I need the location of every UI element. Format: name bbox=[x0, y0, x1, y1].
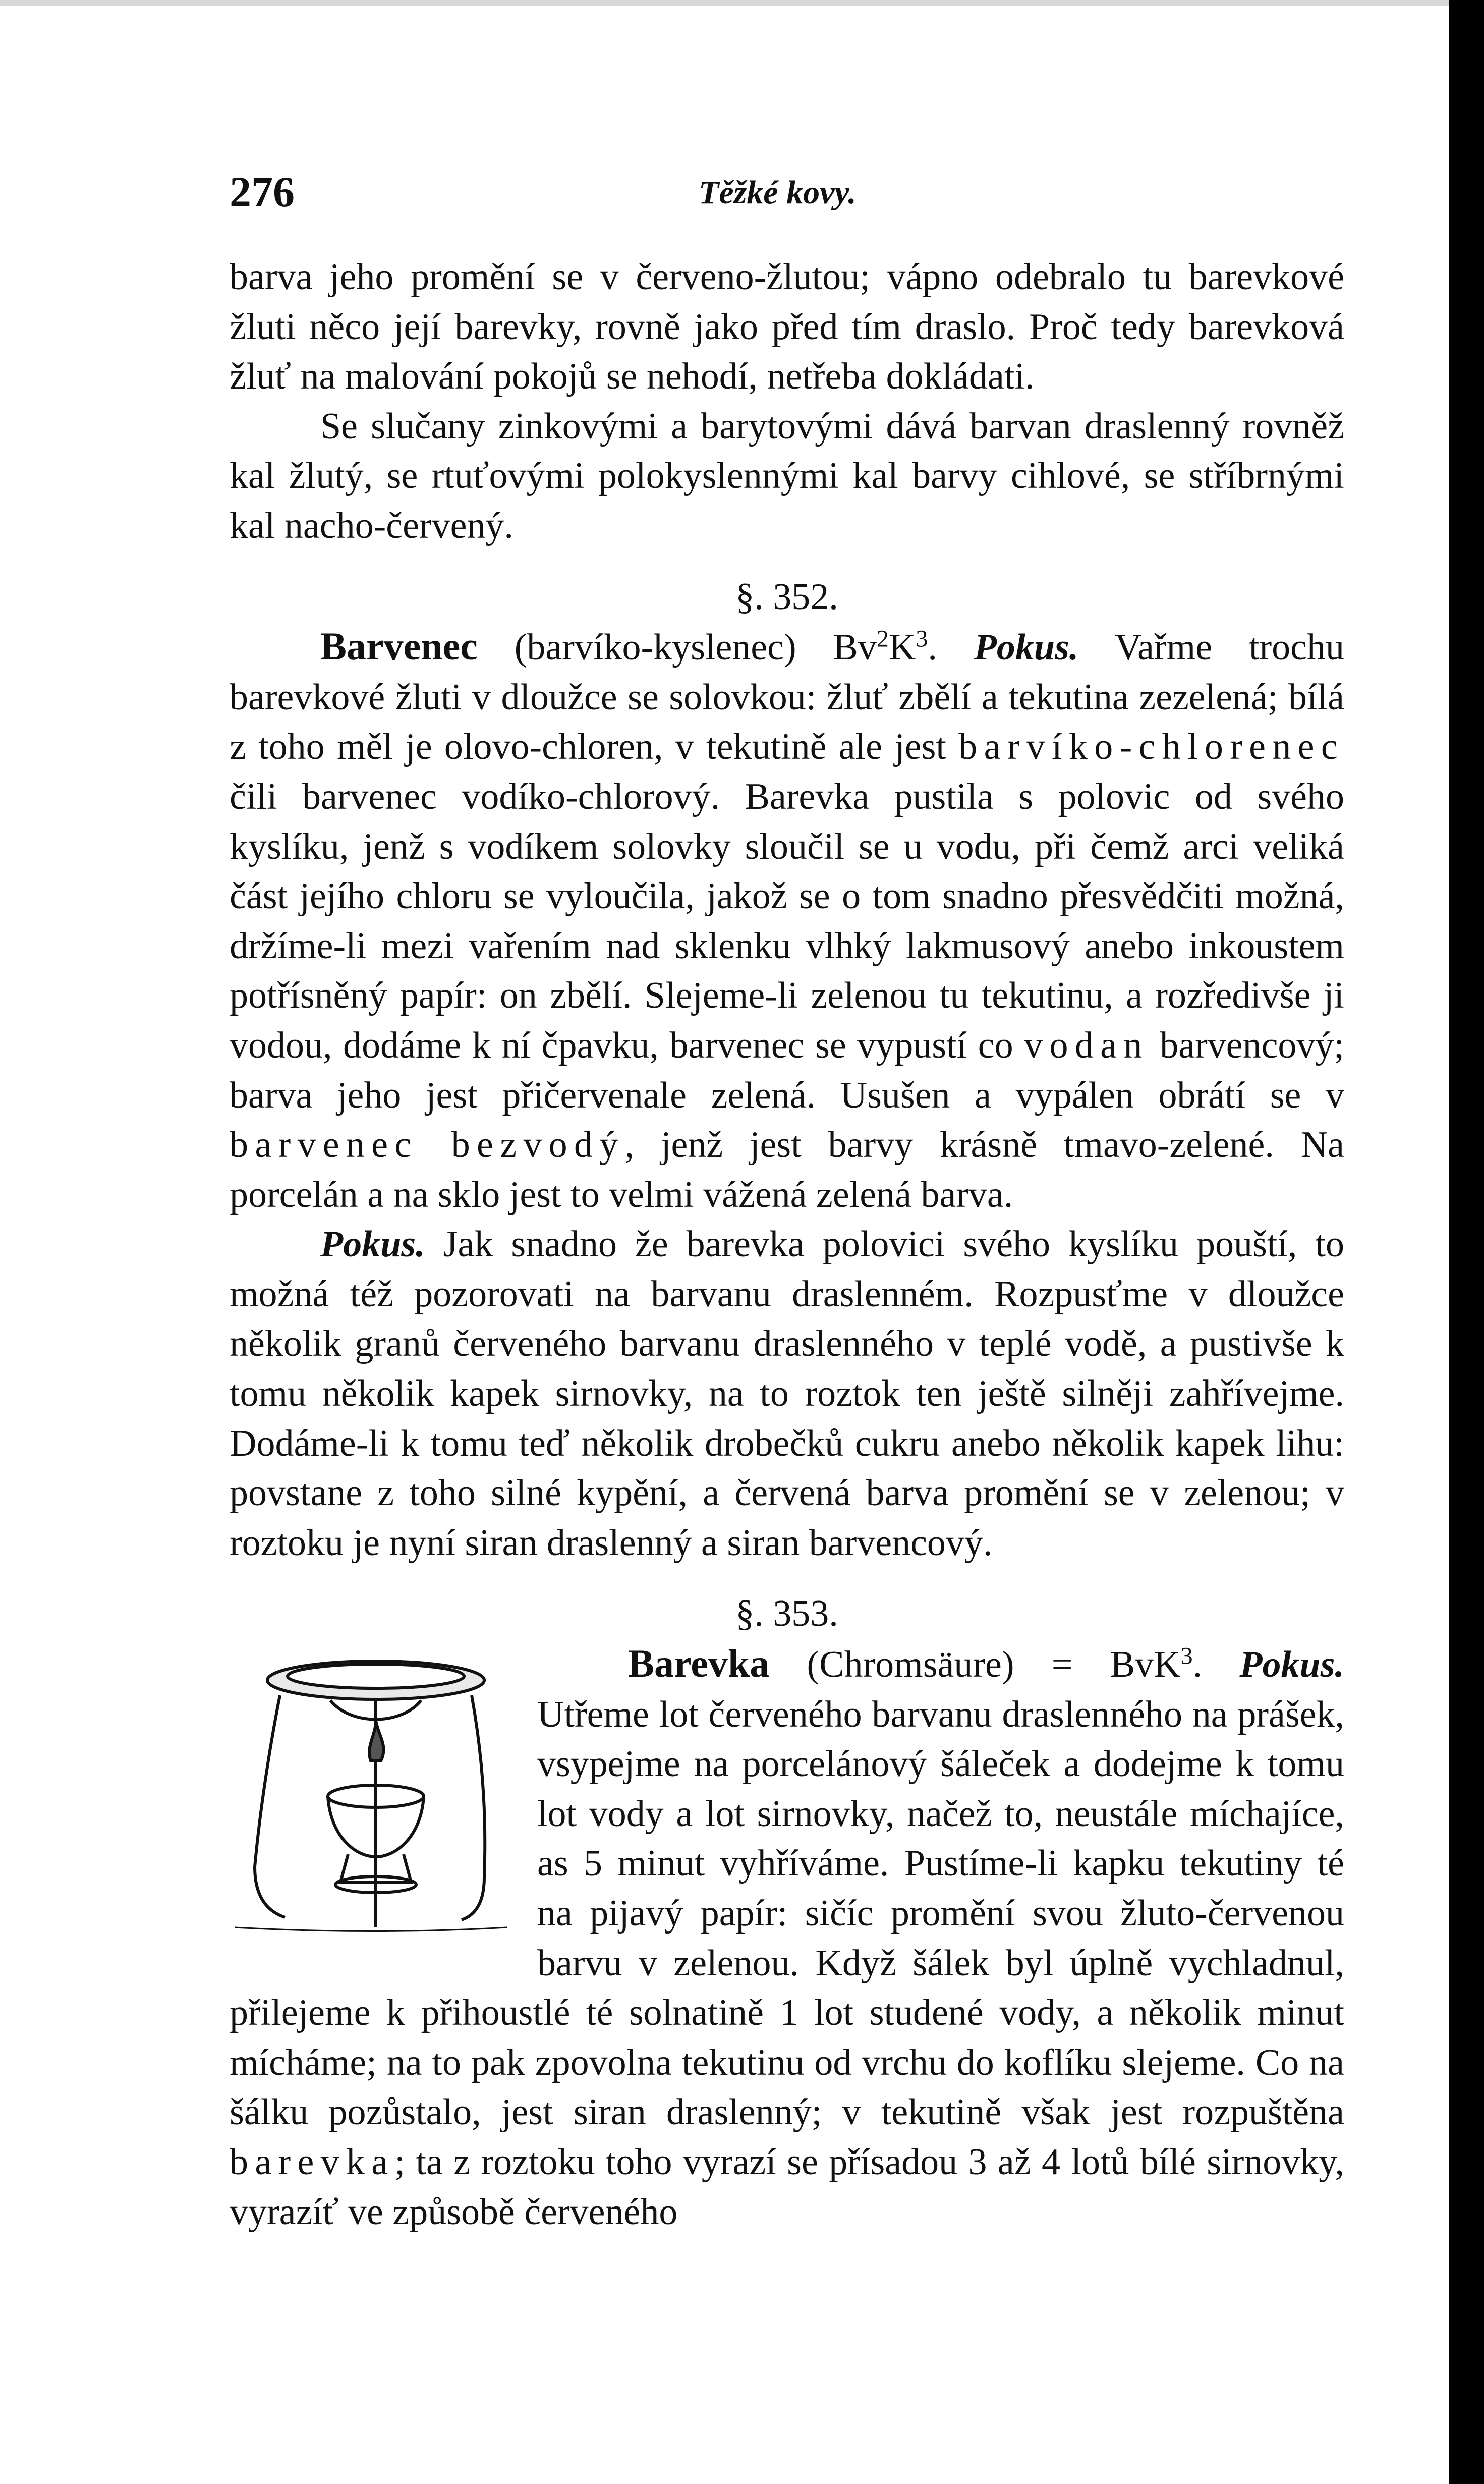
text-run: , jenž jest barvy krásně tmavo-zelené. Na porcelán a na sklo jest to velmi vážená zelená barva. bbox=[230, 1124, 1344, 1216]
text-run: . bbox=[928, 627, 974, 669]
text-run: čili barvenec vodíko-chlorový. Barevka pustila s polovic od svého kyslíku, jenž s vodíkem solovky sloučil se u vodu, při čemž arci veliká část jejího chloru se vyloučila, jakož se o tom snadno přesvědčiti možná, držíme-li mezi vařením nad sklenku vlhký lakmusový anebo inkoustem potřísněný papír: on zbělí. Slejeme-li zelenou tu tekutinu, a rozředivše ji vodou, dodáme k ní čpavku, barvenec se vypustí co bbox=[230, 776, 1344, 1066]
term-barvenec: Barvenec bbox=[320, 624, 478, 669]
pokus-label: Pokus. bbox=[974, 627, 1079, 669]
heated-bowl-on-tripod-icon bbox=[224, 1645, 517, 1943]
paragraph-slucany: Se slučany zinkovými a barytovými dává barvan draslenný rovněž kal žlutý, se rtuťovými polokyslennými kal barvy cihlové, se stříbrnými kal nacho-červený. bbox=[230, 405, 1344, 546]
section-heading-352: §. 352. bbox=[735, 576, 838, 618]
text-run: (Chromsäure) = BvK bbox=[769, 1644, 1181, 1686]
text-run: . bbox=[1192, 1644, 1240, 1686]
spaced-term: vodan bbox=[1024, 1024, 1149, 1066]
page-number: 276 bbox=[230, 168, 295, 216]
paragraph-pokus bbox=[230, 1220, 1344, 1568]
text-run: Vařme trochu barevkové žluti v dloužce se solovkou: žluť zbělí a tekutina zezelená; bílá z toho měl je olovo-chloren, v tekutině ale jest bbox=[230, 627, 1344, 768]
paragraph-barvenec bbox=[230, 622, 1344, 1220]
text-run: K bbox=[888, 627, 916, 669]
scan-right-edge bbox=[1449, 0, 1484, 2484]
text-run: ; ta z roztoku toho vyrazí se přísadou 3 až 4 lotů bílé sirnovky, vyrazíť ve způsobě červeného bbox=[230, 2141, 1344, 2233]
paragraph-continued: barva jeho promění se v červeno-žlutou; vápno odebralo tu barevkové žluti něco její barevky, rovně jako před tím draslo. Proč tedy barevková žluť na malování pokojů se nehodí, netřeba dokládati. bbox=[230, 256, 1344, 398]
spaced-term: barvenec bezvodý bbox=[230, 1124, 625, 1166]
term-barevka: Barevka bbox=[628, 1641, 770, 1686]
running-title: Těžké kovy. bbox=[699, 174, 857, 211]
superscript: 3 bbox=[916, 625, 928, 652]
spaced-term: barvíko-chlorenec bbox=[958, 726, 1344, 768]
paragraph-barevka bbox=[230, 1639, 1344, 2237]
superscript: 2 bbox=[876, 625, 889, 652]
page-header bbox=[230, 167, 1344, 222]
pokus-label: Pokus. bbox=[1239, 1644, 1345, 1686]
text-run: barvencový; barva jeho jest přičervenale zelená. Usušen a vypálen obrátí se v bbox=[230, 1024, 1344, 1116]
superscript: 3 bbox=[1180, 1642, 1193, 1670]
text-run: Utřeme lot červeného barvanu draslenného na prášek, vsypejme na porcelánový šáleček a dodejme k tomu lot vody a lot sirnovky, načež to, neustále míchajíce, as 5 minut vyhříváme. Pustíme-li kapku tekutiny té na pijavý papír: sičíc promění svou žluto-červenou barvu v zelenou. Když šálek byl úplně vychladnul, přilejeme k přihoustlé té solnatině 1 lot studené vody, a několik minut mícháme; na to pak zpovolna tekutinu od vrchu do koflíku slejeme. Co na šálku pozůstalo, jest siran draslenný; v tekutině však jest rozpuštěna bbox=[230, 1693, 1344, 2133]
pokus-label: Pokus. bbox=[320, 1224, 425, 1265]
text-run: (barvíko-kyslenec) Bv bbox=[477, 627, 877, 669]
scan-top-edge bbox=[0, 0, 1484, 6]
text-run: Jak snadno že barevka polovici svého kyslíku pouští, to možná též pozorovati na barvanu draslenném. Rozpusťme v dloužce několik granů červeného barvanu draslenného v teplé vodě, a pustivše k tomu několik kapek sirnovky, na to roztok ten ještě silněji zahřívejme. Dodáme-li k tomu teď několik drobečků cukru anebo několik kapek lihu: povstane z toho silné kypění, a červená barva promění se v zelenou; v roztoku je nyní siran draslenný a siran barvencový. bbox=[230, 1224, 1344, 1564]
spaced-term: barevka bbox=[230, 2141, 395, 2183]
section-heading-353: §. 353. bbox=[735, 1593, 838, 1635]
page-body bbox=[230, 252, 1344, 2237]
